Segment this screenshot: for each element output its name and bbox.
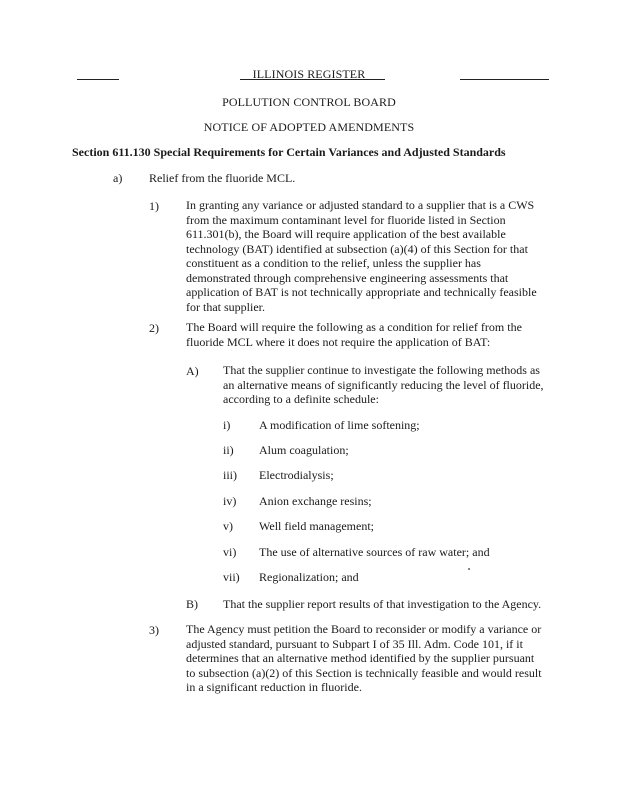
board-name: POLLUTION CONTROL BOARD	[222, 95, 396, 109]
method-text: Alum coagulation;	[259, 443, 349, 457]
item-1-label: 1)	[149, 199, 159, 213]
item-2B-label: B)	[186, 597, 198, 611]
register-title: ILLINOIS REGISTER	[252, 67, 366, 81]
item-3-line: determines that an alternative method identified by the supplier pursuant	[186, 651, 535, 665]
item-2-line: fluoride MCL where it does not require the application of BAT:	[186, 334, 491, 349]
notice-title: NOTICE OF ADOPTED AMENDMENTS	[203, 120, 415, 134]
subsection-a-text: Relief from the fluoride MCL.	[149, 171, 296, 185]
method-label: iii)	[223, 468, 237, 482]
subsection-a-label: a)	[113, 171, 123, 185]
item-1-line: from the maximum contaminant level for fluoride listed in Section	[186, 212, 506, 227]
item-2-paragraph	[186, 320, 522, 349]
item-2A-label: A)	[186, 364, 199, 378]
item-1-paragraph	[186, 198, 537, 314]
item-2-line: The Board will require the following as a condition for relief from the	[186, 320, 522, 334]
item-3-paragraph	[186, 622, 542, 695]
item-1-line: In granting any variance or adjusted standard to a supplier that is a CWS	[186, 198, 535, 212]
method-label: ii)	[223, 443, 234, 457]
method-label: i)	[223, 418, 231, 432]
method-text: Electrodialysis;	[259, 468, 334, 482]
item-3-line: to subsection (a)(2) of this Section is technically feasible and would result	[186, 665, 542, 680]
item-1-line: 611.301(b), the Board will require application of the best available	[186, 227, 506, 241]
item-3-label: 3)	[149, 623, 159, 637]
item-1-line: demonstrated through comprehensive engineering assessments that	[186, 270, 509, 285]
item-2A-line: That the supplier continue to investigate the following methods as	[223, 363, 540, 377]
scan-speck	[468, 568, 470, 570]
item-2-label: 2)	[149, 321, 159, 335]
method-label: iv)	[223, 494, 237, 508]
method-text: The use of alternative sources of raw water; and	[259, 545, 490, 559]
method-label: vii)	[223, 570, 240, 584]
item-3-line: adjusted standard, pursuant to Subpart I of 35 Ill. Adm. Code 101, if it	[186, 636, 523, 651]
method-label: v)	[223, 519, 233, 533]
item-1-line: for that supplier.	[186, 299, 265, 314]
method-text: Anion exchange resins;	[259, 494, 372, 508]
method-label: vi)	[223, 545, 237, 559]
item-3-line: The Agency must petition the Board to reconsider or modify a variance or	[186, 622, 542, 636]
item-1-line: application of BAT is not technically appropriate and technically feasible	[186, 285, 537, 299]
item-1-line: constituent as a condition to the relief, unless the supplier has	[186, 256, 481, 270]
item-2B-text: That the supplier report results of that investigation to the Agency.	[223, 597, 542, 611]
item-2A-paragraph	[223, 363, 544, 407]
item-1-line: technology (BAT) identified at subsection (a)(4) of this Section for that	[186, 241, 528, 256]
method-text: Well field management;	[259, 519, 374, 533]
section-title: Section 611.130 Special Requirements for Certain Variances and Adjusted Standards	[72, 145, 506, 159]
item-2A-line: according to a definite schedule:	[223, 392, 379, 406]
item-3-line: in a significant reduction in fluoride.	[186, 680, 362, 694]
method-text: A modification of lime softening;	[259, 418, 420, 432]
method-text: Regionalization; and	[259, 570, 359, 584]
item-2A-line: an alternative means of significantly reducing the level of fluoride,	[223, 377, 544, 392]
